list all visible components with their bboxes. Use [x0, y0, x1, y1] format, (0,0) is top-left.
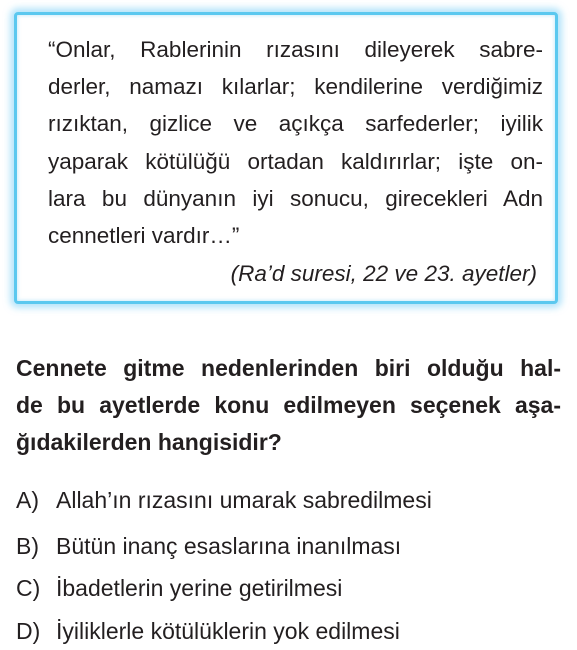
option-text: İbadetlerin yerine getirilmesi	[56, 575, 343, 601]
option-letter: D)	[16, 618, 41, 644]
quote-line: lara bu dünyanın iyi sonucu, girecekleri Adn	[48, 186, 543, 211]
question-text: ğıdakilerden hangisidir?	[16, 429, 282, 455]
question-text: Cennete gitme nedenlerinden biri olduğu hal-	[16, 355, 561, 381]
quote-line: “Onlar, Rablerinin rızasını dileyerek sabre-	[48, 37, 543, 62]
question-text: de bu ayetlerde konu edilmeyen seçenek aşa-	[16, 392, 561, 418]
quote-source: (Ra’d suresi, 22 ve 23. ayetler)	[230, 261, 537, 286]
option-text: İyiliklerle kötülüklerin yok edilmesi	[56, 618, 400, 644]
quote-box	[14, 12, 558, 304]
option-letter: B)	[16, 533, 39, 559]
option-text: Allah’ın rızasını umarak sabredilmesi	[56, 487, 432, 513]
quote-line: rızıktan, gizlice ve açıkça sarfederler; iyilik	[48, 111, 543, 136]
option-d[interactable]	[16, 617, 400, 645]
quote-line: derler, namazı kılarlar; kendilerine verdiğimiz	[48, 74, 543, 99]
option-b[interactable]	[16, 532, 401, 560]
quote-line: yaparak kötülüğü ortadan kaldırırlar; işte on-	[48, 149, 543, 174]
option-letter: C)	[16, 575, 41, 601]
option-c[interactable]	[16, 574, 342, 602]
option-a[interactable]	[16, 486, 432, 514]
option-letter: A)	[16, 487, 39, 513]
quote-line: cennetleri vardır…”	[48, 223, 240, 248]
option-text: Bütün inanç esaslarına inanılması	[56, 533, 402, 559]
